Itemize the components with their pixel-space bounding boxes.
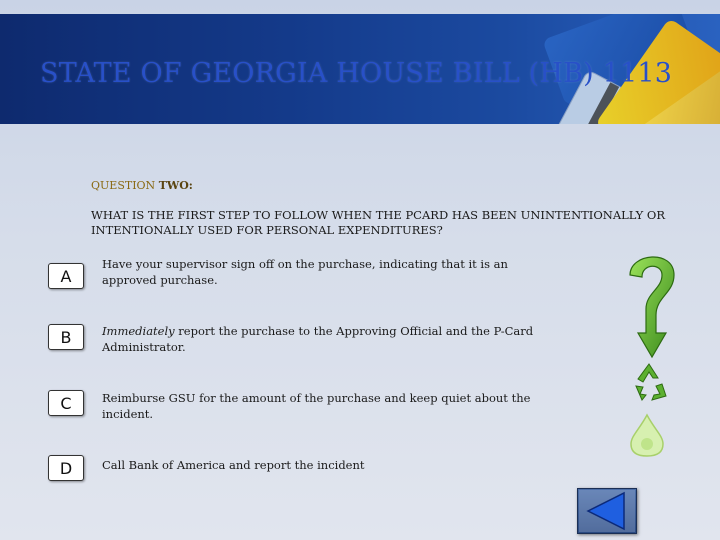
back-arrow-icon — [578, 489, 636, 533]
option-b-button[interactable]: B — [48, 324, 84, 350]
question-label — [91, 179, 193, 192]
question-label-prefix: QUESTION — [91, 179, 156, 192]
drop-icon — [627, 412, 667, 458]
slide-title: STATE OF GEORGIA HOUSE BILL (HB) 1113 — [40, 58, 673, 89]
option-c-button[interactable]: C — [48, 390, 84, 416]
question-label-number: TWO: — [158, 179, 193, 192]
option-b-rest: report the purchase to the Approving Official and the P-Card Administrator. — [102, 324, 534, 354]
option-a-text: Have your supervisor sign off on the purchase, indicating that it is an approved purchase. — [102, 257, 508, 287]
option-b-emphasis: Immediately — [102, 324, 175, 338]
title-bar — [0, 14, 720, 124]
question-mark-icon — [622, 245, 682, 365]
recycle-icon — [628, 360, 670, 408]
back-button[interactable] — [577, 488, 637, 534]
option-d-button[interactable]: D — [48, 455, 84, 481]
question-text: WHAT IS THE FIRST STEP TO FOLLOW WHEN THE PCARD HAS BEEN UNINTENTIONALLY OR INTENTIONALLY USED FOR PERSONAL EXPENDITURES? — [91, 208, 666, 237]
option-c-text: Reimburse GSU for the amount of the purchase and keep quiet about the incident. — [102, 391, 531, 421]
option-d-text: Call Bank of America and report the incident — [102, 458, 365, 472]
option-a-button[interactable]: A — [48, 263, 84, 289]
option-b-text — [102, 323, 562, 355]
